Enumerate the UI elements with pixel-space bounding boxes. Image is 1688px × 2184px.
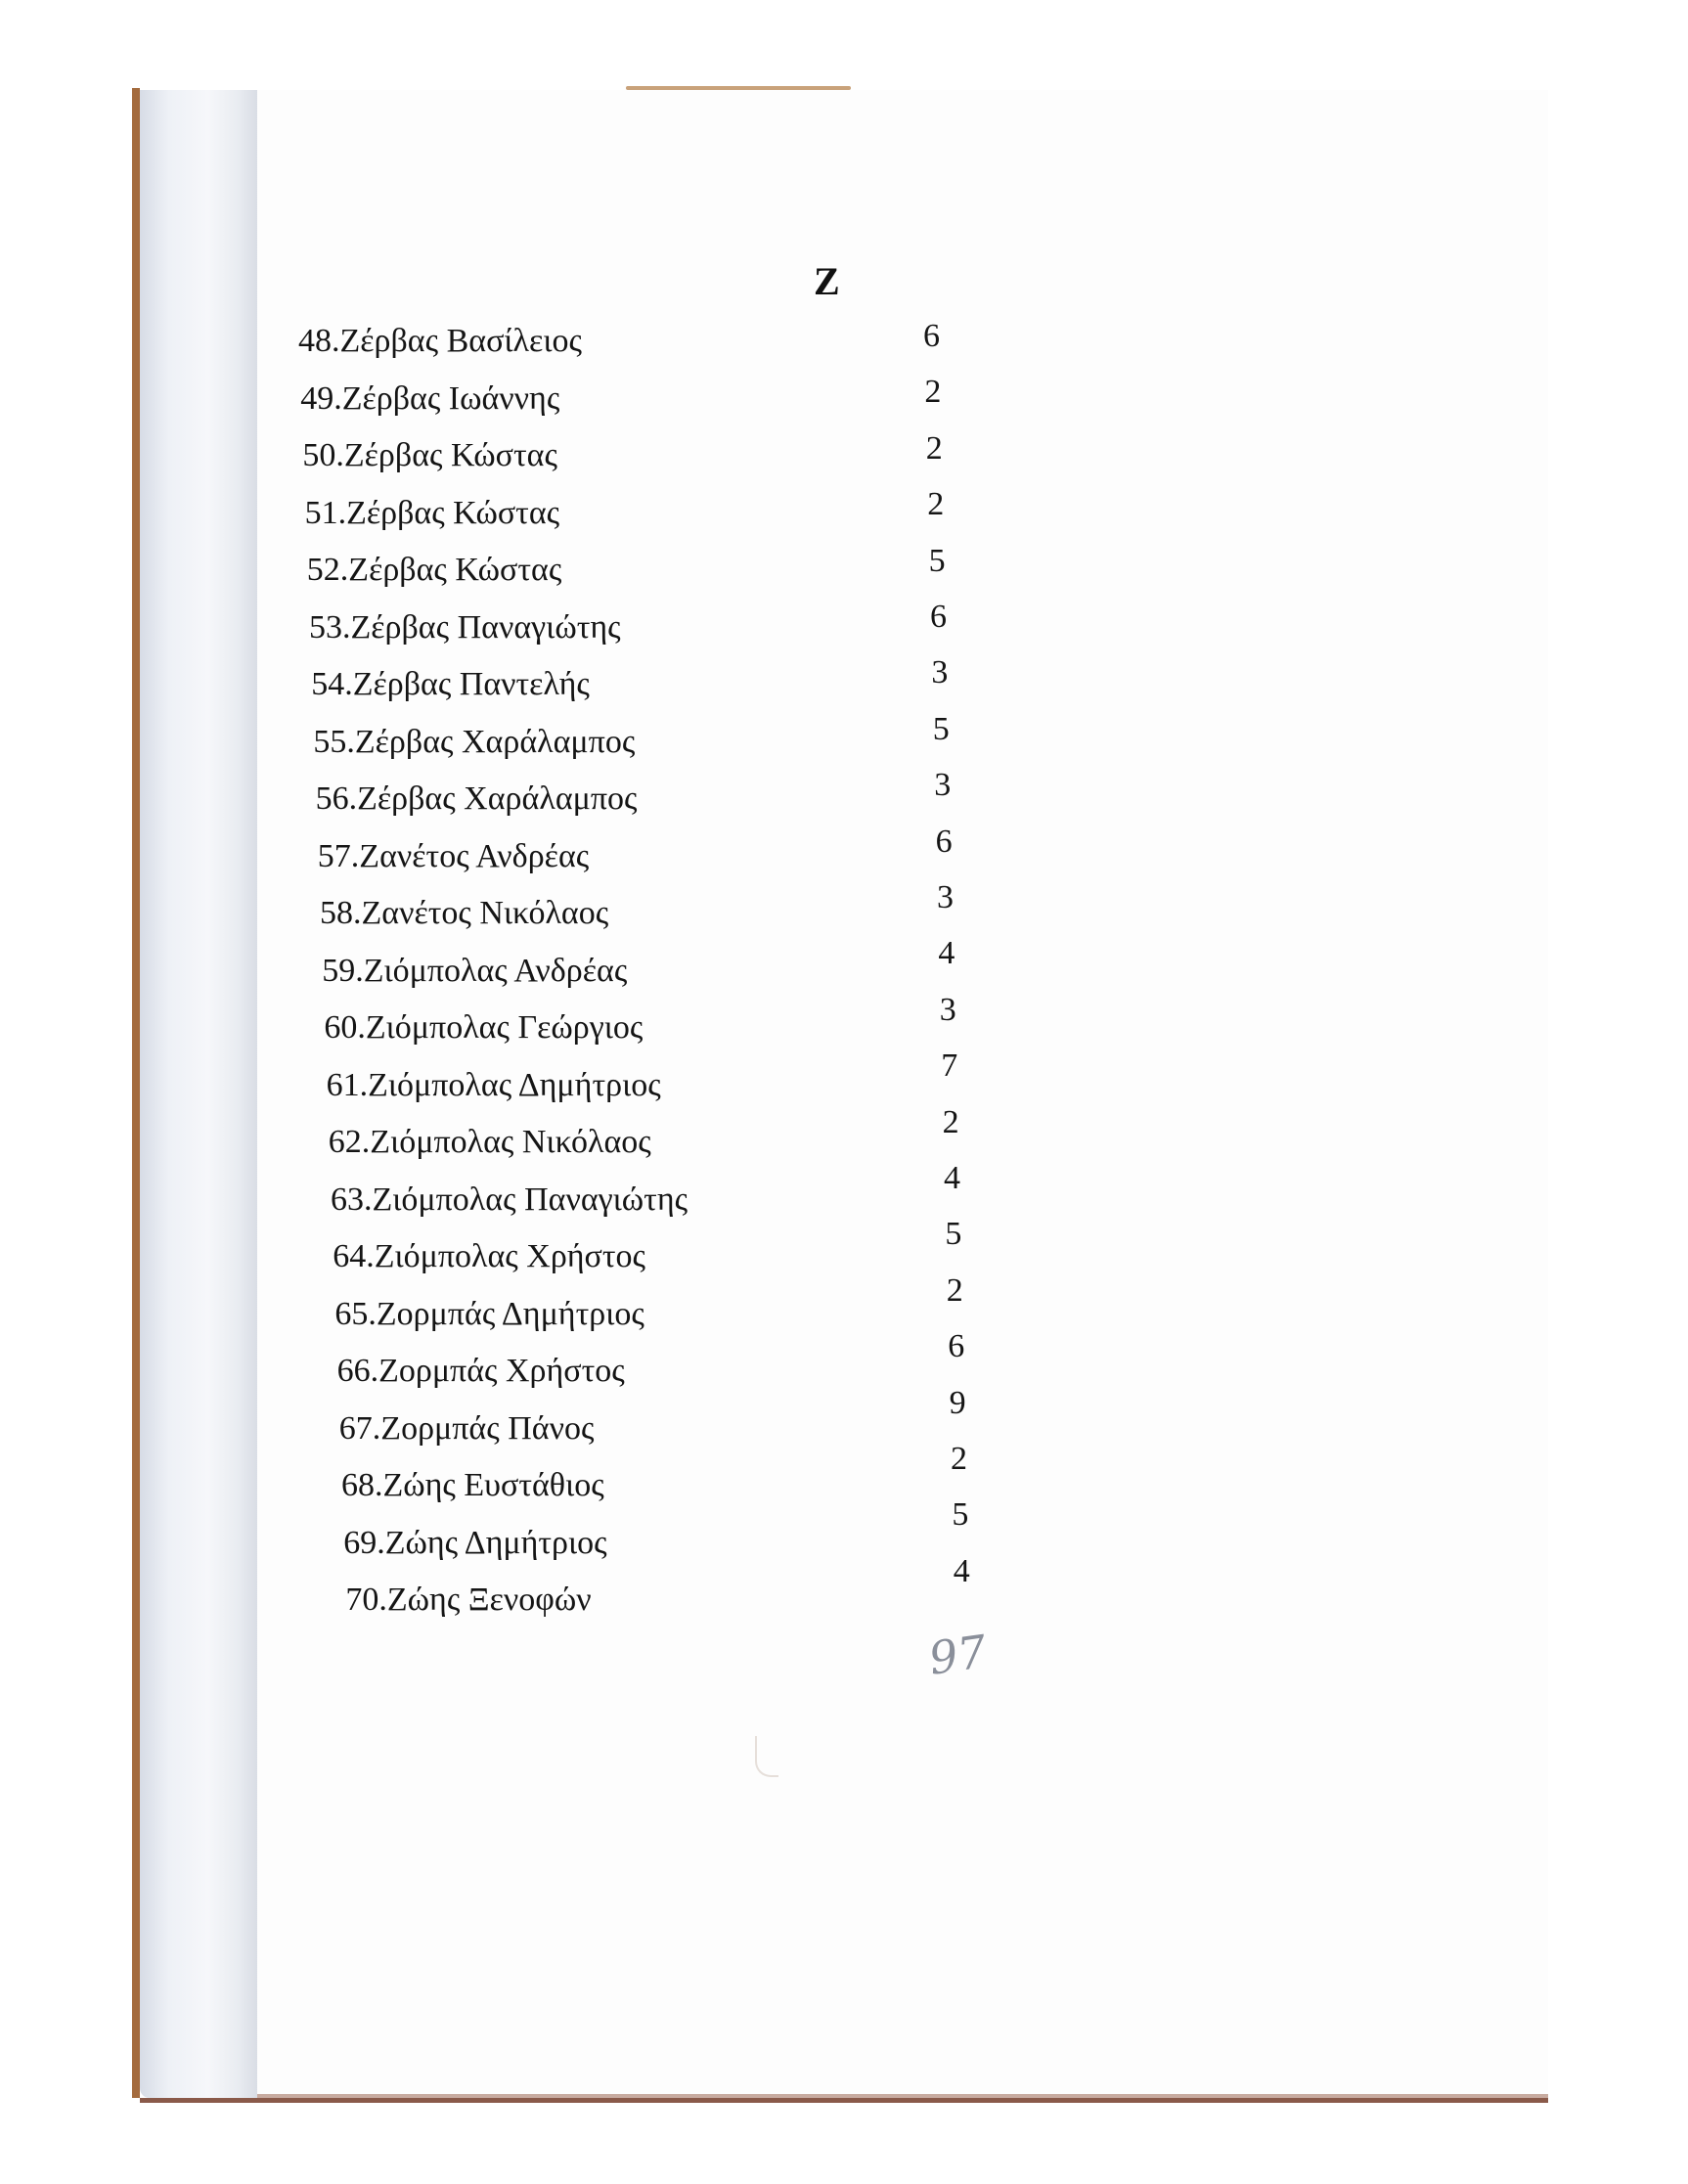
entry-name: 52.Ζέρβας Κώστας [306, 552, 562, 588]
entry-name: 64.Ζιόμπολας Χρήστος [333, 1238, 646, 1274]
entry-count: 2 [942, 1103, 959, 1140]
entry-name: 54.Ζέρβας Παντελής [311, 666, 590, 702]
entry-name: 57.Ζανέτος Ανδρέας [317, 837, 590, 874]
entry-count: 5 [945, 1216, 962, 1253]
entry-name: 65.Ζορμπάς Δημήτριος [334, 1295, 644, 1332]
entry-count: 9 [949, 1384, 966, 1421]
entry-count: 6 [930, 599, 947, 635]
entry-name: 51.Ζέρβας Κώστας [304, 494, 560, 531]
entry-name: 59.Ζιόμπολας Ανδρέας [322, 952, 628, 989]
entry-name: 67.Ζορμπάς Πάνος [338, 1409, 595, 1447]
entry-count: 7 [941, 1047, 958, 1085]
section-letter: Z [814, 259, 840, 303]
entry-count: 3 [934, 767, 952, 804]
entry-name: 68.Ζώης Ευστάθιος [341, 1467, 604, 1503]
pencil-mark [755, 1736, 778, 1777]
entry-count: 6 [948, 1328, 965, 1365]
binding-edge [132, 88, 140, 2098]
entry-count: 6 [923, 318, 940, 354]
entry-name: 58.Ζανέτος Νικόλαος [320, 895, 609, 931]
entry-name: 48.Ζέρβας Βασίλειος [298, 323, 582, 359]
entry-name: 55.Ζέρβας Χαράλαμπος [313, 723, 636, 760]
entry-count: 6 [935, 823, 953, 860]
handwritten-total: 97 [925, 1625, 991, 1685]
entry-count: 4 [953, 1552, 970, 1589]
entry-count: 5 [928, 542, 946, 579]
entry-count: 3 [939, 991, 956, 1028]
entry-name: 63.Ζιόμπολας Παναγιώτης [331, 1181, 689, 1218]
entry-count: 2 [925, 429, 943, 467]
entry-name: 62.Ζιόμπολας Νικόλαος [328, 1124, 651, 1160]
entry-name: 50.Ζέρβας Κώστας [302, 437, 557, 473]
cover-fold [140, 90, 257, 2098]
entry-name: 60.Ζιόμπολας Γεώργιος [324, 1009, 644, 1046]
entry-name: 53.Ζέρβας Παναγιώτης [309, 608, 621, 646]
entry-name: 69.Ζώης Δημήτριος [343, 1524, 607, 1561]
entry-name: 70.Ζώης Ξενοφών [345, 1582, 592, 1618]
entry-name: 61.Ζιόμπολας Δημήτριος [326, 1066, 661, 1103]
entry-count: 4 [938, 935, 955, 972]
entry-count: 2 [946, 1271, 963, 1309]
entry-count: 4 [944, 1160, 960, 1196]
entry-count: 3 [931, 654, 949, 691]
entry-name: 49.Ζέρβας Ιωάννης [300, 379, 560, 417]
entry-name: 56.Ζέρβας Χαράλαμπος [315, 780, 638, 817]
bottom-binding-edge [140, 2098, 1548, 2103]
top-edge-shadow [626, 86, 851, 90]
entry-count: 5 [932, 710, 950, 747]
entry-count: 5 [952, 1496, 969, 1534]
entry-name: 66.Ζορμπάς Χρήστος [336, 1353, 625, 1389]
entry-count: 2 [927, 486, 945, 523]
entry-count: 3 [937, 879, 954, 915]
entry-count: 2 [924, 374, 942, 411]
entry-count: 2 [951, 1441, 967, 1477]
